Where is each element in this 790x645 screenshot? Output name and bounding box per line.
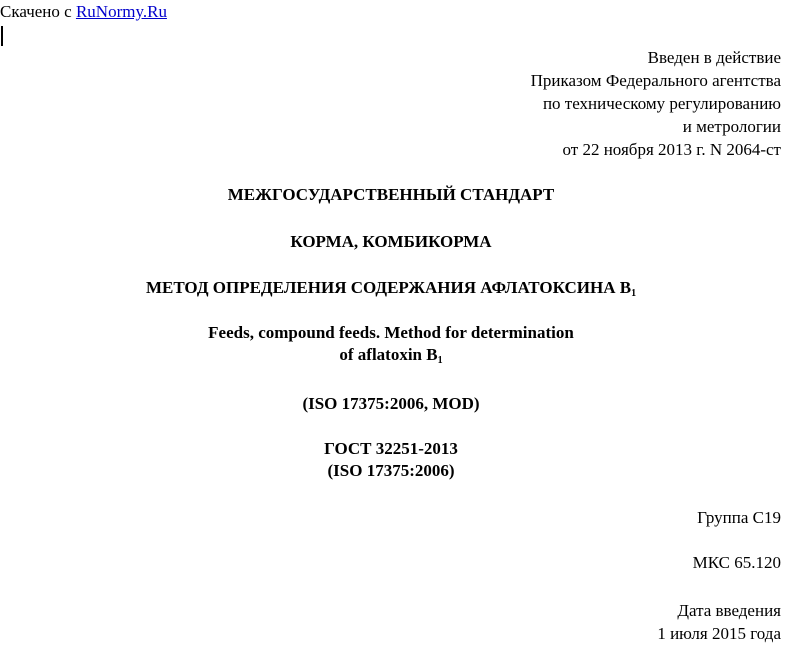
- source-link[interactable]: RuNormy.Ru: [75, 2, 167, 21]
- method-title-en-subscript: 1: [437, 355, 443, 366]
- method-title-en: [0, 322, 782, 366]
- introduction-label: Дата введения: [677, 601, 781, 620]
- introduction-date: 1 июля 2015 года: [657, 624, 781, 643]
- method-title-en-line1: Feeds, compound feeds. Method for determination: [208, 323, 574, 342]
- method-title-en-line2: [0, 344, 782, 366]
- enactment-block: [531, 46, 781, 161]
- introduction-date-block: [657, 599, 781, 645]
- standard-type-heading: МЕЖГОСУДАРСТВЕННЫЙ СТАНДАРТ: [227, 185, 555, 204]
- enacted-line: по техническому регулированию: [542, 94, 781, 113]
- method-title-ru-subscript: 1: [631, 288, 637, 299]
- enacted-line: Введен в действие: [647, 48, 781, 67]
- enacted-line: и метрологии: [682, 117, 781, 136]
- source-prefix: Скачено с: [0, 2, 76, 21]
- method-title-ru: [0, 277, 782, 299]
- method-title-ru-text: МЕТОД ОПРЕДЕЛЕНИЯ СОДЕРЖАНИЯ АФЛАТОКСИНА B: [145, 278, 632, 297]
- classification-mks: МКС 65.120: [692, 553, 781, 572]
- enacted-line: от 22 ноября 2013 г. N 2064-ст: [562, 140, 781, 159]
- iso-reference-mod: (ISO 17375:2006, MOD): [302, 394, 480, 413]
- method-title-en-line2-text: of aflatoxin B: [339, 345, 438, 364]
- subject-heading: КОРМА, КОМБИКОРМА: [290, 232, 492, 251]
- gost-number: ГОСТ 32251-2013: [324, 439, 458, 458]
- text-cursor: [1, 26, 3, 46]
- gost-designation: [0, 438, 782, 482]
- source-line: [0, 2, 167, 22]
- classification-group: Группа С19: [697, 508, 781, 527]
- enacted-line: Приказом Федерального агентства: [530, 71, 781, 90]
- gost-iso-reference: (ISO 17375:2006): [327, 461, 455, 480]
